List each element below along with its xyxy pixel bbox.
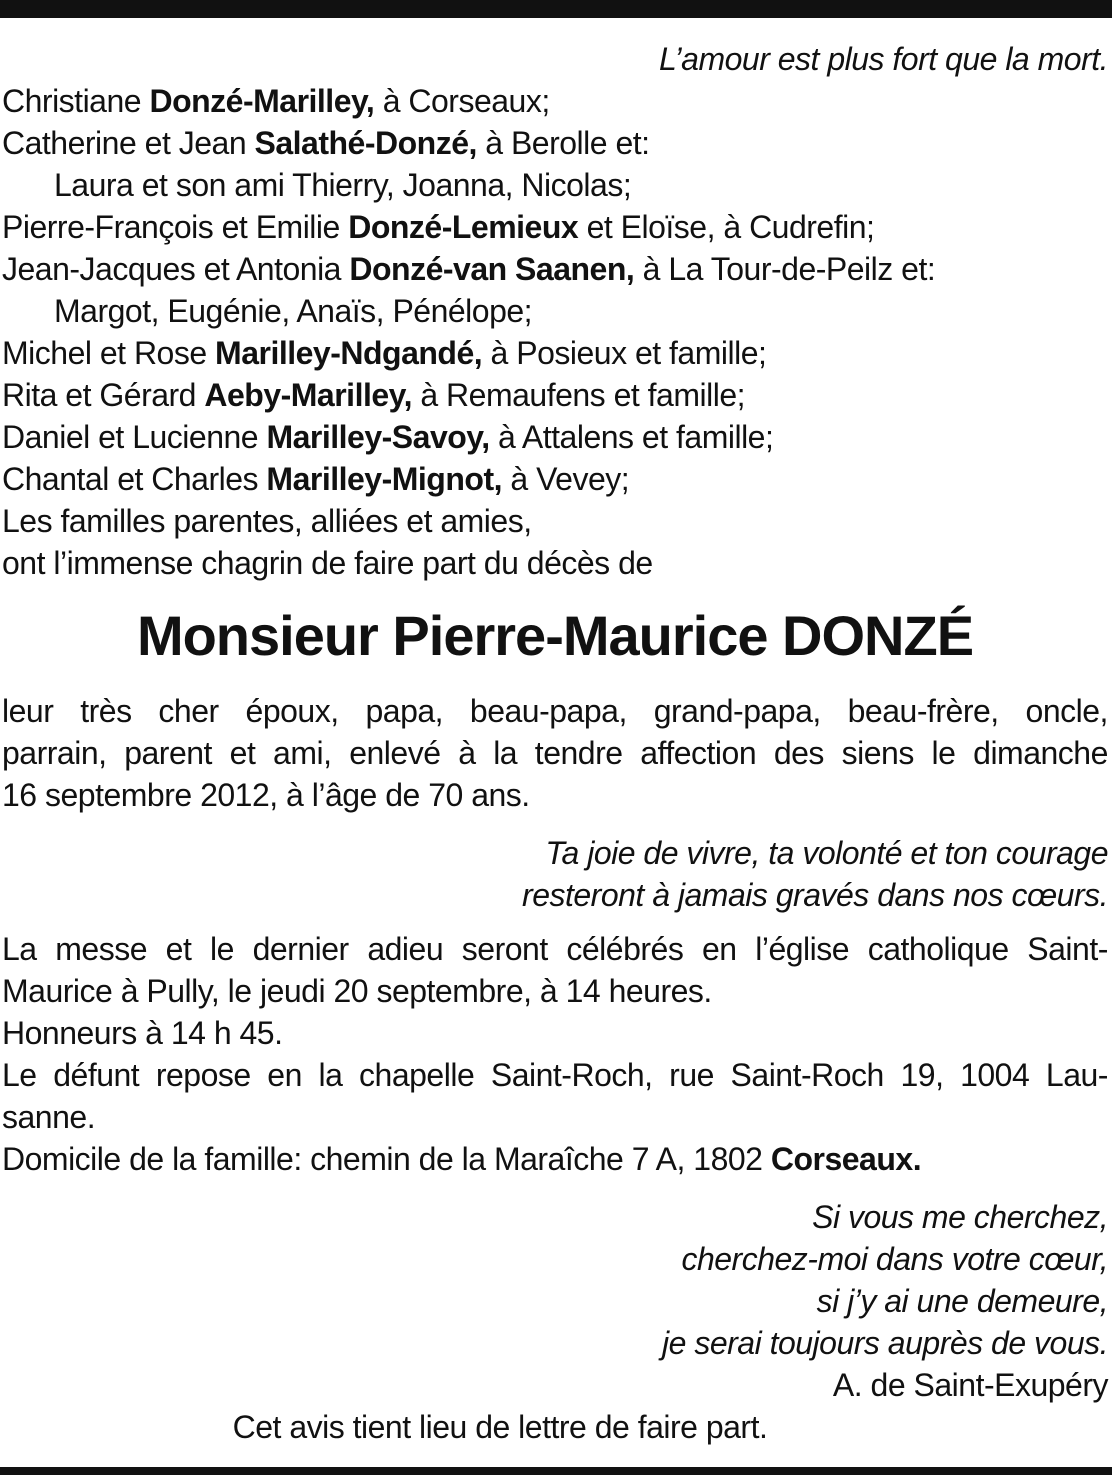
word: Lau-: [1045, 1057, 1108, 1093]
family-member-text: ont l’immense chagrin de faire part du décès de: [2, 545, 653, 581]
obituary-notice: [2, 38, 1108, 1448]
word: catholique: [867, 931, 1009, 967]
family-member-line: [2, 206, 1108, 248]
family-surname: Marilley-Ndgandé,: [215, 335, 483, 371]
quote-exupery-line-3: si j’y ai une demeure,: [816, 1283, 1108, 1319]
word: la: [493, 735, 518, 771]
quote-exupery-line-2: cherchez-moi dans votre cœur,: [681, 1241, 1108, 1277]
word: Saint-Roch: [730, 1057, 884, 1093]
word: messe: [55, 931, 147, 967]
ceremony-info: [2, 928, 1108, 1180]
family-member-location: à La Tour-de-Peilz et:: [634, 251, 936, 287]
word: seront: [461, 931, 548, 967]
family-member-location: et Eloïse, à Cudrefin;: [578, 209, 875, 245]
quote-joie-line-2: resteront à jamais gravés dans nos cœurs.: [522, 877, 1108, 913]
family-surname: Aeby-Marilley,: [204, 377, 412, 413]
family-member-text: Margot, Eugénie, Anaïs, Pénélope;: [54, 293, 533, 329]
word: en: [267, 1057, 302, 1093]
mass-line-2: Maurice à Pully, le jeudi 20 septembre, à 14 heures.: [2, 973, 712, 1009]
domicile-text: Domicile de la famille: chemin de la Maraîche 7 A, 1802: [2, 1141, 771, 1177]
word: Le: [2, 1057, 37, 1093]
family-member-line: [2, 500, 1108, 542]
word: grand-papa,: [653, 693, 821, 729]
word: très: [80, 693, 132, 729]
word: siens: [841, 735, 914, 771]
word: parent: [124, 735, 212, 771]
word: adieu: [367, 931, 444, 967]
family-member-text: Daniel et Lucienne: [2, 419, 267, 455]
quote-exupery: [2, 1196, 1108, 1406]
family-member-location: à Posieux et famille;: [482, 335, 767, 371]
bottom-rule: [0, 1467, 1112, 1475]
word: oncle,: [1025, 693, 1108, 729]
word: rue: [669, 1057, 714, 1093]
family-member-line: [2, 122, 1108, 164]
family-member-text: Michel et Rose: [2, 335, 216, 371]
family-member-text: Les familles parentes, alliées et amies,: [2, 503, 532, 539]
family-member-line: [2, 290, 1108, 332]
family-member-line: [2, 332, 1108, 374]
epigraph: L’amour est plus fort que la mort.: [659, 41, 1108, 77]
word: enlevé: [349, 735, 441, 771]
family-member-location: à Corseaux;: [374, 83, 550, 119]
family-member-location: à Remaufens et famille;: [411, 377, 745, 413]
word: en: [701, 931, 737, 967]
family-member-text: Christiane: [2, 83, 150, 119]
closing-note: Cet avis tient lieu de lettre de faire part.: [232, 1409, 768, 1445]
description-line-2: [2, 732, 1108, 774]
word: beau-frère,: [847, 693, 999, 729]
word: célébrés: [566, 931, 684, 967]
family-member-text: Laura et son ami Thierry, Joanna, Nicolas;: [54, 167, 632, 203]
family-member-location: à Attalens et famille;: [489, 419, 774, 455]
family-surname: Donzé-Marilley,: [149, 83, 375, 119]
family-member-text: Catherine et Jean: [2, 125, 255, 161]
word: beau-papa,: [469, 693, 627, 729]
family-surname: Donzé-Lemieux: [348, 209, 579, 245]
deceased-description: [2, 690, 1108, 816]
word: défunt: [53, 1057, 140, 1093]
word: ami,: [273, 735, 332, 771]
rest-line-1: [2, 1054, 1108, 1096]
family-member-text: Chantal et Charles: [2, 461, 267, 497]
word: Saint-Roch,: [490, 1057, 653, 1093]
word: dernier: [252, 931, 349, 967]
family-surname: Marilley-Savoy,: [266, 419, 490, 455]
family-member-line: [2, 248, 1108, 290]
rest-line-2: sanne.: [2, 1099, 96, 1135]
quote-joie: [2, 832, 1108, 916]
family-surname: Donzé-van Saanen,: [349, 251, 635, 287]
family-member-line: [2, 80, 1108, 122]
word: chapelle: [359, 1057, 475, 1093]
quote-joie-line-1: Ta joie de vivre, ta volonté et ton courage: [545, 835, 1108, 871]
word: et: [165, 931, 192, 967]
quote-author: A. de Saint-Exupéry: [832, 1367, 1108, 1403]
word: parrain,: [2, 735, 107, 771]
word: le: [931, 735, 956, 771]
word: 1004: [960, 1057, 1030, 1093]
family-member-location: à Vevey;: [501, 461, 630, 497]
word: le: [210, 931, 234, 967]
family-member-line: [2, 374, 1108, 416]
description-line-1: [2, 690, 1108, 732]
word: 19,: [900, 1057, 944, 1093]
word: des: [773, 735, 824, 771]
quote-exupery-line-4: je serai toujours auprès de vous.: [662, 1325, 1108, 1361]
domicile-line: [2, 1138, 1108, 1180]
word: repose: [155, 1057, 251, 1093]
family-list: [2, 80, 1108, 584]
word: papa,: [365, 693, 444, 729]
word: cher: [158, 693, 219, 729]
top-rule: [0, 0, 1112, 18]
word: la: [318, 1057, 343, 1093]
family-member-location: à Berolle et:: [476, 125, 650, 161]
honours-line: Honneurs à 14 h 45.: [2, 1015, 283, 1051]
word: Saint-: [1027, 931, 1108, 967]
quote-exupery-line-1: Si vous me cherchez,: [812, 1199, 1108, 1235]
family-surname: Marilley-Mignot,: [266, 461, 502, 497]
domicile-town: Corseaux.: [770, 1141, 922, 1177]
description-line-3: 16 septembre 2012, à l’âge de 70 ans.: [2, 777, 530, 813]
family-member-line: [2, 164, 1108, 206]
family-member-line: [2, 542, 1108, 584]
family-member-line: [2, 458, 1108, 500]
word: à: [458, 735, 476, 771]
word: La: [2, 931, 37, 967]
family-member-text: Rita et Gérard: [2, 377, 205, 413]
family-member-text: Jean-Jacques et Antonia: [2, 251, 350, 287]
word: époux,: [245, 693, 339, 729]
word: affection: [640, 735, 757, 771]
deceased-name: Monsieur Pierre-Maurice DONZÉ: [136, 604, 974, 667]
word: et: [229, 735, 256, 771]
word: tendre: [534, 735, 623, 771]
word: l’église: [755, 931, 850, 967]
family-member-line: [2, 416, 1108, 458]
family-member-text: Pierre-François et Emilie: [2, 209, 349, 245]
family-surname: Salathé-Donzé,: [254, 125, 477, 161]
word: dimanche: [973, 735, 1108, 771]
word: leur: [2, 693, 54, 729]
mass-line-1: [2, 928, 1108, 970]
